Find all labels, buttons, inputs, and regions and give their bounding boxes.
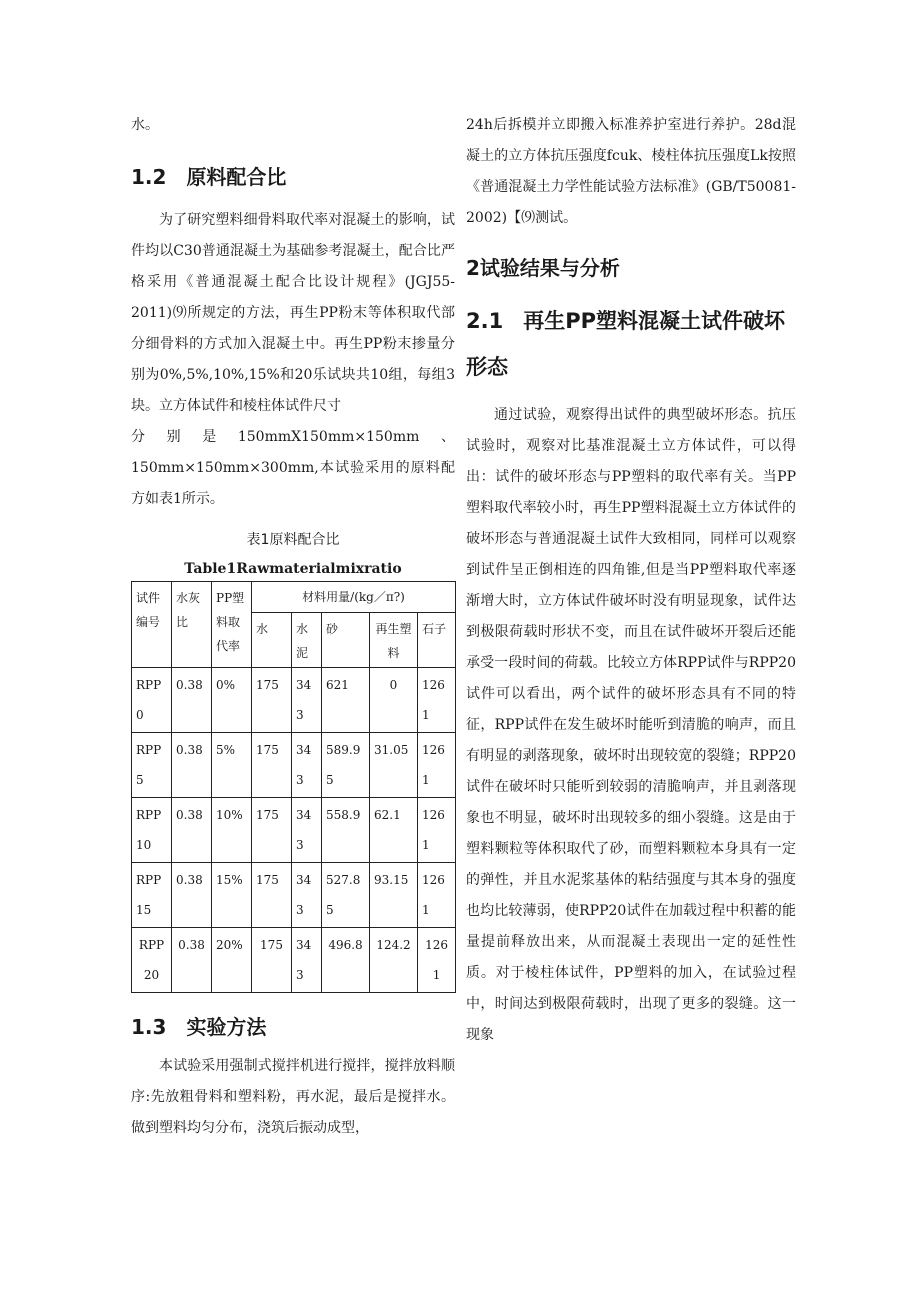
cell-cement: 343 — [292, 733, 322, 798]
table-row — [132, 798, 456, 863]
table-row — [132, 863, 456, 928]
section-heading-2-1 — [466, 298, 796, 390]
cell-pp: 20% — [212, 928, 252, 993]
cell-water: 175 — [252, 928, 292, 993]
cell-cement: 343 — [292, 863, 322, 928]
cell-water: 175 — [252, 798, 292, 863]
cell-sand: 589.95 — [322, 733, 370, 798]
cell-pp: 15% — [212, 863, 252, 928]
header-recycled-plastic: 再生塑料 — [370, 613, 418, 668]
section-title: 再生PP塑料混凝土试件破坏形态 — [466, 309, 785, 379]
cell-wc: 0.38 — [172, 733, 212, 798]
table-row — [132, 668, 456, 733]
header-stone: 石子 — [418, 613, 456, 668]
header-cement: 水泥 — [292, 613, 322, 668]
section-heading-2: 2试验结果与分析 — [466, 256, 620, 280]
cell-plastic: 93.15 — [370, 863, 418, 928]
section-number: 1.2 — [131, 165, 167, 189]
table-row — [132, 928, 456, 993]
header-water-cement: 水灰比 — [172, 582, 212, 668]
paragraph-mix-ratio: 为了研究塑料细骨料取代率对混凝土的影响，试件均以C30普通混凝土为基础参考混凝土，配合比严格采用《普通混凝土配合比设计规程》(JGJ55-2011)⑼所规定的方法，再生PP粉末等体积取代部分细骨料的方式加入混凝土中。再生PP粉末掺量分别为0%,5%,10%,15%和20乐试块共10组，每组3块。立方体试件和棱柱体试件尺寸 — [131, 212, 455, 414]
cell-id: RPP20 — [132, 928, 172, 993]
table-caption-cn: 表1原料配合比 — [246, 532, 340, 548]
cell-id: RPP0 — [132, 668, 172, 733]
cell-cement: 343 — [292, 668, 322, 733]
cell-plastic: 62.1 — [370, 798, 418, 863]
cell-cement: 343 — [292, 798, 322, 863]
section-heading-1-2 — [131, 157, 455, 197]
cell-pp: 5% — [212, 733, 252, 798]
right-column — [466, 110, 796, 1051]
header-specimen-id: 试件编号 — [132, 582, 172, 668]
paragraph-failure-mode: 通过试验，观察得出试件的典型破坏形态。抗压试验时，观察对比基准混凝土立方体试件，可以得出：试件的破坏形态与PP塑料的取代率有关。当PP塑料取代率较小时，再生PP塑料混凝土立方体试件的破坏形态与普通混凝土试件大致相同，同样可以观察到试件呈正倒相连的四角锥,但是当PP塑料取代率逐渐增大时，立方体试件破坏时没有明显现象，试件达到极限荷载时形状不变，而且在试件破坏开裂后还能承受一段时间的荷载。比较立方体RPP试件与RPP20试件可以看出，两个试件的破坏形态具有不同的特征，RPP试件在发生破坏时能听到清脆的响声，而且有明显的剥落现象，破坏时出现较宽的裂缝；RPP20试件在破坏时只能听到较弱的清脆响声，并且剥落现象也不明显，破坏时出现较多的细小裂缝。这是由于塑料颗粒等体积取代了砂，而塑料颗粒本身具有一定的弹性，并且水泥浆基体的粘结强度与其本身的强度也均比较薄弱，使RPP20试件在加载过程中积蓄的能量提前释放出来，从而混凝土表现出一定的延性性质。对于棱柱体试件，PP塑料的加入，在试验过程中，时间达到极限荷载时，出现了更多的裂缝。这一现象 — [466, 407, 796, 1043]
paragraph-curing: 24h后拆模并立即搬入标准养护室进行养护。28d混凝土的立方体抗压强度fcuk、棱柱体抗压强度Lk按照《普通混凝土力学性能试验方法标准》(GB/T50081-2002)【⑼测试。 — [466, 117, 796, 226]
cell-cement: 343 — [292, 928, 322, 993]
cell-stone: 1261 — [418, 733, 456, 798]
cell-wc: 0.38 — [172, 928, 212, 993]
cell-plastic: 0 — [370, 668, 418, 733]
cell-wc: 0.38 — [172, 798, 212, 863]
header-material-usage: 材料用量/(kg／π?) — [252, 582, 456, 613]
cell-id: RPP10 — [132, 798, 172, 863]
cell-wc: 0.38 — [172, 668, 212, 733]
cell-water: 175 — [252, 863, 292, 928]
section-heading-1-3 — [131, 1007, 455, 1047]
header-water: 水 — [252, 613, 292, 668]
section-number: 2.1 — [466, 309, 504, 333]
section-title: 原料配合比 — [186, 165, 287, 189]
header-pp-replacement: PP塑料取代率 — [212, 582, 252, 668]
mix-ratio-table — [131, 581, 456, 993]
paragraph-dimensions: 分别是150mmX150mm×150mm、 — [131, 429, 455, 445]
cell-stone: 1261 — [418, 928, 456, 993]
cell-plastic: 31.05 — [370, 733, 418, 798]
paragraph-method: 本试验采用强制式搅拌机进行搅拌，搅拌放料顺序:先放粗骨料和塑料粉，再水泥，最后是搅拌水。做到塑料均匀分布，浇筑后振动成型， — [131, 1058, 455, 1136]
cell-plastic: 124.2 — [370, 928, 418, 993]
table-caption-en: Table1Rawmaterialmixratio — [184, 561, 402, 577]
cell-water: 175 — [252, 668, 292, 733]
cell-id: RPP15 — [132, 863, 172, 928]
cell-pp: 0% — [212, 668, 252, 733]
table-header-row — [132, 582, 456, 613]
table-row — [132, 733, 456, 798]
left-column — [131, 110, 455, 1144]
section-number: 1.3 — [131, 1015, 167, 1039]
paragraph-continuation: 水。 — [131, 117, 159, 133]
cell-sand: 558.9 — [322, 798, 370, 863]
cell-sand: 621 — [322, 668, 370, 733]
cell-sand: 527.85 — [322, 863, 370, 928]
cell-id: RPP5 — [132, 733, 172, 798]
section-title: 实验方法 — [186, 1015, 267, 1039]
paragraph-dimensions-end: 150mm×150mm×300mm,本试验采用的原料配方如表1所示。 — [131, 460, 455, 507]
cell-stone: 1261 — [418, 863, 456, 928]
cell-stone: 1261 — [418, 798, 456, 863]
cell-wc: 0.38 — [172, 863, 212, 928]
cell-pp: 10% — [212, 798, 252, 863]
cell-stone: 1261 — [418, 668, 456, 733]
cell-water: 175 — [252, 733, 292, 798]
cell-sand: 496.8 — [322, 928, 370, 993]
header-sand: 砂 — [322, 613, 370, 668]
